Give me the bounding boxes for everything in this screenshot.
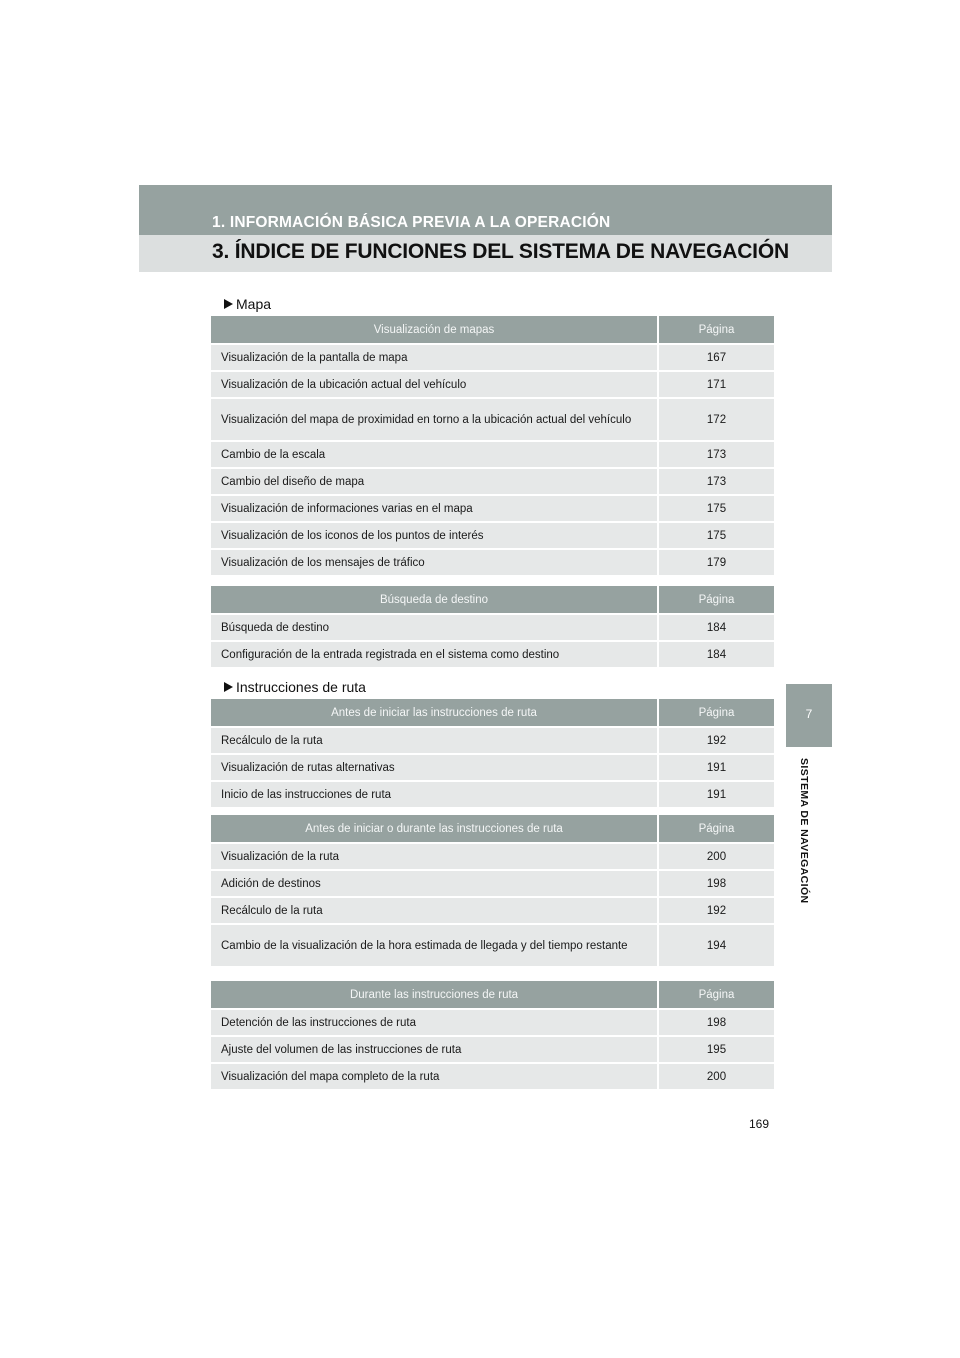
row-label: Visualización de la ruta	[211, 843, 658, 870]
row-label: Visualización de rutas alternativas	[211, 754, 658, 781]
row-page: 198	[658, 870, 774, 897]
row-label: Visualización de la pantalla de mapa	[211, 344, 658, 371]
table-row	[211, 727, 774, 754]
table-row	[211, 522, 774, 549]
row-page: 171	[658, 371, 774, 398]
subhead-instrucciones-label: Instrucciones de ruta	[236, 679, 366, 695]
table-row	[211, 897, 774, 924]
subhead-mapa-label: Mapa	[236, 296, 272, 312]
table-row	[211, 344, 774, 371]
table-row	[211, 1036, 774, 1063]
table-durante	[211, 981, 774, 1089]
row-page: 173	[658, 441, 774, 468]
table-header-page: Página	[658, 316, 774, 344]
row-page: 184	[658, 641, 774, 667]
row-page: 172	[658, 398, 774, 441]
table-header-page: Página	[658, 815, 774, 843]
row-page: 194	[658, 924, 774, 966]
table-row	[211, 870, 774, 897]
chapter-label: SISTEMA DE NAVEGACIÓN	[798, 758, 810, 904]
page-number: 169	[749, 1117, 770, 1131]
subhead-instrucciones	[236, 679, 366, 695]
chapter-number: 7	[805, 707, 813, 721]
row-page: 192	[658, 727, 774, 754]
row-label: Visualización de informaciones varias en el mapa	[211, 495, 658, 522]
table-row	[211, 549, 774, 575]
row-label: Configuración de la entrada registrada en el sistema como destino	[211, 641, 658, 667]
chapter-tab[interactable]	[786, 684, 832, 747]
row-page: 191	[658, 781, 774, 807]
row-label: Recálculo de la ruta	[211, 897, 658, 924]
table-antes-o-durante	[211, 815, 774, 966]
table-row	[211, 1009, 774, 1036]
page-title: 3. ÍNDICE DE FUNCIONES DEL SISTEMA DE NAVEGACIÓN	[212, 240, 789, 263]
table-row	[211, 754, 774, 781]
arrow-right-icon	[224, 682, 233, 692]
row-page: 195	[658, 1036, 774, 1063]
row-page: 179	[658, 549, 774, 575]
table-row	[211, 398, 774, 441]
row-label: Inicio de las instrucciones de ruta	[211, 781, 658, 807]
table-busqueda-destino	[211, 586, 774, 667]
row-label: Adición de destinos	[211, 870, 658, 897]
table-row	[211, 781, 774, 807]
table-header-label: Visualización de mapas	[211, 316, 658, 344]
row-label: Visualización de la ubicación actual del vehículo	[211, 371, 658, 398]
row-label: Cambio del diseño de mapa	[211, 468, 658, 495]
table-row	[211, 641, 774, 667]
table-antes-iniciar	[211, 699, 774, 807]
table-header-page: Página	[658, 699, 774, 727]
table-row	[211, 441, 774, 468]
table-header-page: Página	[658, 981, 774, 1009]
row-page: 184	[658, 614, 774, 641]
section-title: 1. INFORMACIÓN BÁSICA PREVIA A LA OPERACIÓN	[212, 214, 611, 231]
row-label: Recálculo de la ruta	[211, 727, 658, 754]
table-header-label: Durante las instrucciones de ruta	[211, 981, 658, 1009]
table-header-label: Antes de iniciar las instrucciones de ruta	[211, 699, 658, 727]
table-row	[211, 1063, 774, 1089]
row-label: Visualización de los mensajes de tráfico	[211, 549, 658, 575]
row-label: Visualización del mapa completo de la ruta	[211, 1063, 658, 1089]
table-row	[211, 924, 774, 966]
table-header-label: Antes de iniciar o durante las instrucciones de ruta	[211, 815, 658, 843]
chapter-header	[139, 185, 832, 272]
row-label: Búsqueda de destino	[211, 614, 658, 641]
row-page: 167	[658, 344, 774, 371]
table-row	[211, 614, 774, 641]
row-page: 173	[658, 468, 774, 495]
row-label: Visualización de los iconos de los puntos de interés	[211, 522, 658, 549]
table-visualizacion-mapas	[211, 316, 774, 575]
row-page: 192	[658, 897, 774, 924]
row-label: Detención de las instrucciones de ruta	[211, 1009, 658, 1036]
table-row	[211, 468, 774, 495]
table-header-label: Búsqueda de destino	[211, 586, 658, 614]
row-label: Ajuste del volumen de las instrucciones de ruta	[211, 1036, 658, 1063]
row-page: 198	[658, 1009, 774, 1036]
row-page: 200	[658, 843, 774, 870]
row-label: Cambio de la escala	[211, 441, 658, 468]
row-label: Visualización del mapa de proximidad en torno a la ubicación actual del vehículo	[211, 398, 658, 441]
row-page: 200	[658, 1063, 774, 1089]
row-page: 191	[658, 754, 774, 781]
table-row	[211, 843, 774, 870]
table-row	[211, 495, 774, 522]
subhead-mapa	[236, 296, 271, 312]
row-label: Cambio de la visualización de la hora estimada de llegada y del tiempo restante	[211, 924, 658, 966]
row-page: 175	[658, 522, 774, 549]
table-header-page: Página	[658, 586, 774, 614]
row-page: 175	[658, 495, 774, 522]
table-row	[211, 371, 774, 398]
arrow-right-icon	[224, 299, 233, 309]
